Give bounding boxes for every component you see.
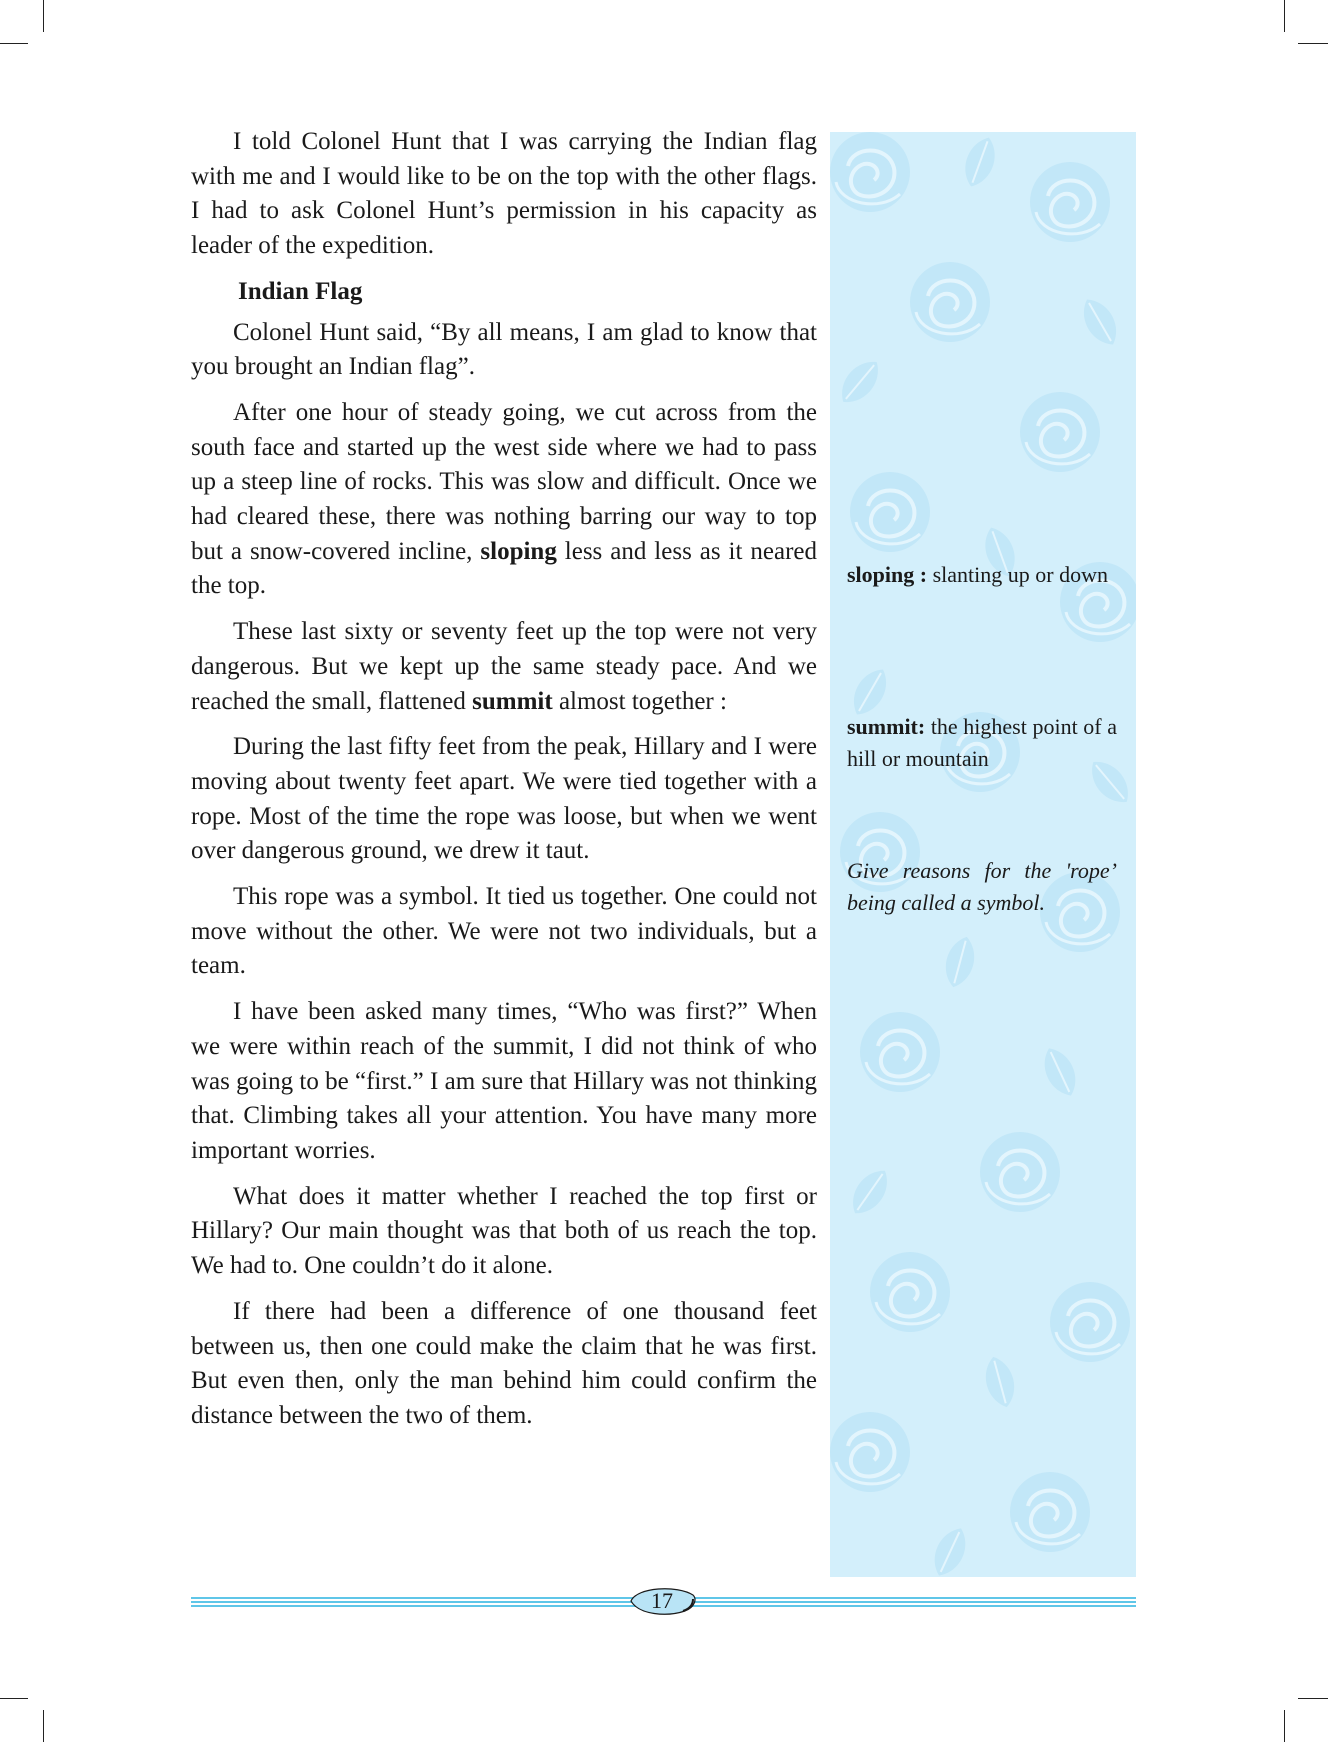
page-footer xyxy=(191,1585,1136,1617)
glossary-term: summit: xyxy=(847,714,926,739)
text-run: less and less as it neared the top. xyxy=(191,537,818,600)
crop-mark-bottom-left-v xyxy=(43,1710,44,1742)
crop-mark-top-left-h xyxy=(0,43,28,44)
paragraph: I told Colonel Hunt that I was carrying the Indian flag with me and I would like to be on the top with the other flags. I had to ask Colonel Hunt’s permission in his capacity as leader of the expedition. xyxy=(191,128,817,260)
glossary-definition: slanting up or down xyxy=(927,562,1108,587)
text-run: After one hour of steady going, we cut across from the south face and started up the west side where we had to pass up a steep line of rocks. This was slow and difficult. Once we had cleared these, there was nothing barring our way to top but a snow-covered incline, xyxy=(191,398,817,565)
text-run: almost together : xyxy=(552,687,727,715)
paragraph xyxy=(191,615,817,719)
paragraph: This rope was a symbol. It tied us together. One could not move without the other. We were not two individuals, but a team. xyxy=(191,883,817,980)
glossary-word-sloping: sloping xyxy=(480,537,557,565)
page-number-badge xyxy=(627,1585,697,1617)
page-number: 17 xyxy=(651,1588,673,1613)
crop-mark-top-left-v xyxy=(43,0,44,32)
crop-mark-top-right-v xyxy=(1284,0,1285,32)
crop-mark-bottom-right-h xyxy=(1298,1698,1328,1699)
paragraph: If there had been a difference of one thousand feet between us, then one could make the claim that he was first. But even then, only the man behind him could confirm the distance between the two of them. xyxy=(191,1297,817,1429)
glossary-entry-sloping xyxy=(847,559,1117,591)
margin-question: Give reasons for the 'rope’ being called a symbol. xyxy=(847,858,1117,915)
crop-mark-bottom-left-h xyxy=(0,1698,28,1699)
paragraph: I have been asked many times, “Who was first?” When we were within reach of the summit, I did not think of who was going to be “first.” I am sure that Hillary was not thinking that. Climbing takes all your attention. You have many more important worries. xyxy=(191,998,817,1164)
paragraph xyxy=(191,396,817,604)
glossary-definition: the highest point of a hill or mountain xyxy=(847,714,1117,771)
section-heading: Indian Flag xyxy=(238,277,363,305)
paragraph: What does it matter whether I reached the top first or Hillary? Our main thought was that both of us reach the top. We had to. One couldn’t do it alone. xyxy=(191,1182,817,1280)
crop-mark-bottom-right-v xyxy=(1284,1710,1285,1742)
glossary-term: sloping : xyxy=(847,562,928,587)
main-text-column xyxy=(191,125,817,1445)
glossary-entry-summit xyxy=(847,711,1117,775)
paragraph: During the last fifty feet from the peak, Hillary and I were moving about twenty feet apart. We were tied together with a rope. Most of the time the rope was loose, but when we went over dangerous ground, we drew it taut. xyxy=(191,733,817,865)
glossary-sidebar xyxy=(830,132,1136,1577)
crop-mark-top-right-h xyxy=(1298,43,1328,44)
paragraph: Colonel Hunt said, “By all means, I am glad to know that you brought an Indian flag”. xyxy=(191,318,817,381)
text-run: These last sixty or seventy feet up the top were not very dangerous. But we kept up the same steady pace. And we reached the small, flattened xyxy=(191,618,817,715)
glossary-word-summit: summit xyxy=(472,687,553,715)
